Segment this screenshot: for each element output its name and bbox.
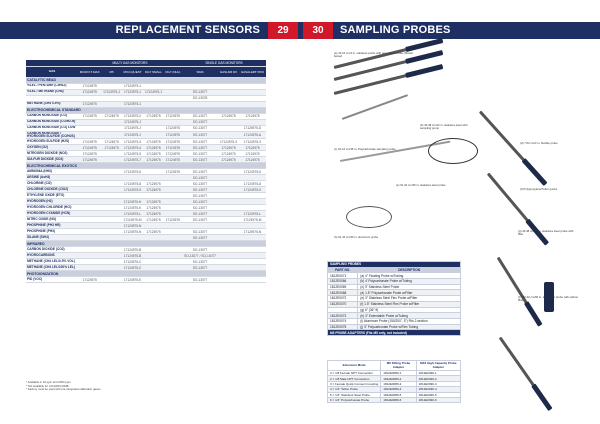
gas-name: HYDROGEN CHLORIDE (HCl): [26, 205, 78, 211]
part-number-cell: 17124975: [143, 199, 163, 205]
adapter-cell: 1812E0090-3: [416, 381, 460, 386]
single-gas-caption: SINGLE GAS MONITORS: [182, 60, 266, 66]
probe-image-c: [334, 65, 443, 95]
part-number-cell: 17124975-4: [122, 145, 143, 151]
part-number-cell: 17124975: [78, 101, 101, 107]
multi-gas-caption: MULTI GAS MONITORS: [78, 60, 182, 66]
part-number-cell: 17124975-8: [122, 181, 143, 187]
part-number: 1812E0066: [328, 279, 358, 285]
section-title: PHOTOIONIZATION: [26, 271, 266, 277]
probe-description: (h) 3" Extendable Probe w/Tubing: [358, 313, 461, 319]
gas-name: METHANE (CH4 LEL/100% LEL): [26, 265, 78, 271]
probe-note-i: (i) 152.40 cm/60 in. telescopic probe with carbon fiber: [518, 295, 579, 303]
probe-adapters-table: [327, 360, 461, 403]
part-number-cell: 17124975-D: [239, 125, 266, 131]
part-no-header: PART NO.: [328, 267, 358, 273]
part-number-cell: 17124975: [101, 145, 121, 151]
part-number-cell: 17124975: [78, 145, 101, 151]
part-number-cell: 17124975-6: [122, 169, 143, 175]
part-number-cell: 17124975-J: [122, 125, 143, 131]
probe-note-e: (e) 91.44 cm/36 in. stainless steel probe: [396, 183, 446, 187]
adapter-cell: 1812E0089-1: [381, 371, 416, 376]
part-number-cell: 17124975: [164, 151, 182, 157]
part-number-cell: [164, 277, 182, 283]
part-number-cell: 17124975: [78, 89, 101, 95]
gas-name: METHANE (CH4 0-5%): [26, 101, 78, 107]
footnote: * Available in 10 ppm and 2000 ppm: [26, 380, 71, 384]
probe-description: (g) 6" (36" ft): [358, 307, 461, 313]
gas-name: HYDROGEN SULFIDE (H2S): [26, 139, 78, 145]
gas-name: OXYGEN (O2): [26, 145, 78, 151]
part-number-cell: 17124975-M: [239, 217, 266, 223]
column-header: MX4 iQUEST: [122, 66, 143, 77]
gas-name: NITROGEN DIOXIDE (NO2): [26, 151, 78, 157]
gas-name: METHANE (CH4 LEL/0-5% VOL): [26, 259, 78, 265]
adapter-cell: 1812E0089-6: [381, 397, 416, 402]
part-number-cell: 17124975: [164, 157, 182, 163]
part-number-cell: 17124975-A: [239, 131, 266, 139]
left-page-number: 29: [268, 22, 298, 39]
part-number-cell: 17124975: [78, 277, 101, 283]
part-number-cell: 17124975-J: [122, 131, 143, 139]
probe-note-g: (g) 30.48 cm/12 in. stainless steel probe with filter: [518, 229, 574, 237]
part-number-cell: [143, 277, 163, 283]
table-row: [328, 397, 461, 402]
part-number-cell: 17124975-1: [122, 83, 143, 89]
part-number-cell: 17124975-1: [122, 89, 143, 95]
part-number-cell: 17124975: [164, 125, 182, 131]
part-number-cell: [101, 131, 121, 139]
sampling-probes-table: [327, 261, 461, 336]
right-page-title: SAMPLING PROBES: [340, 24, 451, 36]
gas-name: HYDROCARBONS: [26, 253, 78, 259]
part-number-cell: 17124975-1: [103, 90, 121, 94]
replacement-sensors-table: [26, 60, 266, 283]
part-number-cell: 17124975-3: [239, 139, 266, 145]
part-number-cell: 17124975: [78, 139, 101, 145]
gas-name: SULFUR DIOXIDE (SO2): [26, 157, 78, 163]
probe-description: (a) 4" Floating Probe w/Tubing: [358, 273, 461, 279]
part-number-cell: 17124975: [239, 113, 266, 119]
section-title: INFRARED: [26, 241, 266, 247]
part-number-cell: 17124975-L: [122, 211, 143, 217]
adapter-cell: 1812E0089-4: [381, 387, 416, 392]
part-number-cell: SO-13077: [182, 217, 218, 223]
part-number-cell: SO-13077: [182, 139, 218, 145]
part-number-cell: 17124975-N: [123, 229, 142, 234]
part-number-cell: SO-13077: [182, 119, 218, 125]
part-number-cell: 17124975-5: [122, 151, 143, 157]
column-header: DG7 SMALL: [143, 66, 163, 77]
part-number-cell: 17124975: [143, 187, 163, 193]
part-number-cell: 17124975: [164, 169, 182, 175]
adapter-cell: 1812E0089-2: [381, 376, 416, 381]
part-number-cell: SO-13077: [182, 145, 218, 151]
part-number-cell: 17124975: [143, 139, 163, 145]
probe-description: (d) 1.5" Polycarbonate Probe w/Filter: [358, 290, 461, 296]
probe-note-f: (f) Polypropylene/Teflon probe: [520, 187, 558, 191]
gas-name: NITRIC OXIDE (NO): [26, 217, 78, 223]
adapter-cell: 4 = 1/4" Teflon Probe: [328, 387, 381, 392]
part-number-cell: 17124975-C: [123, 265, 142, 270]
part-number-cell: 17124975-9: [122, 187, 143, 193]
part-number-cell: 17124975: [164, 131, 182, 139]
adapter-column-header: M5 Fitting Probe Adapter: [381, 361, 416, 371]
adapter-cell: 3 = Female Quick Connect Coupling: [328, 381, 381, 386]
adapter-column-header: Extension Mode: [328, 361, 381, 371]
part-number-cell: 17124975: [218, 151, 239, 157]
column-header: GASALERT PRO: [239, 66, 266, 77]
probe-image-i: [499, 337, 552, 411]
gas-name: CARBON MONOXIDE (CO): [26, 113, 78, 119]
table-row: [26, 277, 266, 283]
gas-name: %LEL / METHANE (CH4): [26, 89, 78, 95]
part-number-cell: SO-13077: [182, 181, 218, 187]
part-number-cell: 17124975-1: [144, 90, 163, 94]
footnote: * Not available for CO/H2S/COMB: [26, 383, 69, 388]
probe-description: (j) 3" Polycarbonate Probe w/Flex Tubing: [358, 324, 461, 330]
adapter-cell: 1812E0090-5: [416, 392, 460, 397]
part-number-cell: 17124975: [239, 151, 266, 157]
part-number-cell: 17124975: [143, 217, 163, 223]
gas-name: %LEL / PENTANE (C5H12): [26, 83, 78, 89]
part-number: 1812E0069: [328, 284, 358, 290]
column-header: DG7 (NHL): [164, 66, 182, 77]
part-number-cell: 17124975-E: [122, 277, 143, 283]
sampling-probes-caption: SAMPLING PROBES: [328, 262, 461, 268]
gas-name: ARSINE (AsH3): [26, 175, 78, 181]
part-number-cell: 17124975: [143, 229, 163, 235]
part-number-cell: 17124975-1: [122, 101, 143, 107]
section-title: ELECTROCHEMICAL STANDARD: [26, 107, 266, 113]
gas-name: PHOSPHINE (PH3 HR): [26, 223, 78, 229]
part-number-cell: SO-13077: [182, 259, 218, 265]
section-title: ELECTROCHEMICAL EXOTICS: [26, 163, 266, 169]
footnote: * Factory must be used with pre-integrated calibration gases: [26, 387, 101, 392]
part-number-cell: 17124975-9: [239, 187, 266, 193]
table-row: [26, 131, 266, 139]
probe-note-b: (b) 30.48 cm/12 in. stainless steel with sampling pump: [420, 123, 468, 131]
part-number-cell: 17124975: [78, 113, 101, 119]
part-number-cell: 17124975: [143, 157, 163, 163]
adapter-cell: 1812E0089-3: [381, 381, 416, 386]
part-number-cell: SO-13077: [182, 125, 218, 131]
probe-adapters-caption: M5 PROBE ADAPTERS (Fits M5 only, not included): [328, 330, 461, 336]
gas-name: CARBON MONOXIDE (CO/H2-N): [26, 119, 78, 125]
part-number-cell: 17124975-C: [123, 259, 142, 264]
part-number: 1812E0072: [328, 296, 358, 302]
part-number-cell: SO-13077: [182, 205, 218, 211]
part-number-cell: 17124975-3: [122, 139, 143, 145]
part-number: 1812E0073: [328, 313, 358, 319]
part-number-cell: SO-13077: [182, 113, 218, 119]
probe-description: (c) 3" Stainless Steel Probe: [358, 284, 461, 290]
adapter-column-header: MX4 High Capacity Probe Adapter: [416, 361, 460, 371]
part-number-cell: 17124975: [143, 181, 163, 187]
part-number-cell: 17124975: [143, 205, 163, 211]
column-header: MICRO 5 MAX: [78, 66, 101, 77]
part-number-cell: SO-13077: [182, 265, 218, 271]
adapter-cell: 3 = 1/8 Female NPT Connection: [328, 371, 381, 376]
probe-description: (e) 3" Stainless Steel Flex Probe w/Filter: [358, 296, 461, 302]
adapter-cell: 1812E0090-1: [416, 371, 460, 376]
table-footnotes: [26, 381, 100, 392]
probe-image-d: [342, 94, 408, 120]
part-number-cell: [218, 131, 239, 139]
gas-name: PHOSPHINE (PH3): [26, 229, 78, 235]
part-number-cell: 17124975: [239, 145, 266, 151]
part-number-cell: SO-13077: [182, 199, 218, 205]
probe-note-a: (a) 10.16 cm/4 in. stainless probe with one sorbent tube (Shown below): [334, 51, 414, 59]
probe-note-c: (c) 91.44 cm/36 in. Polycarbonate sampling probe: [334, 147, 396, 151]
part-number-cell: SO-13077 / SO-13077: [182, 253, 218, 259]
header-bar: [0, 22, 600, 39]
tubing-coil-image-2: [346, 206, 392, 228]
part-number-cell: SO-13077: [182, 211, 218, 217]
part-number-cell: 17124975-L: [239, 211, 266, 217]
probe-description: (f) 1.5" Stainless Steel Flex Probe w/Filter: [358, 301, 461, 307]
part-number-cell: 17124975: [218, 157, 239, 163]
gas-name: CARBON MONOXIDE (CO) LOW: [26, 125, 78, 131]
probe-description: (b) 4' Polycarbonate Probe w/Tubing: [358, 279, 461, 285]
gas-name: ETHYLENE OXIDE (ETO): [26, 193, 78, 199]
part-number-cell: 17124975-M: [123, 217, 142, 222]
part-number-cell: [78, 131, 101, 139]
part-number-cell: 17124975-B: [122, 247, 143, 253]
adapter-cell: 1812E0090-4: [416, 387, 460, 392]
gas-name: CARBON DIOXIDE (CO2): [26, 247, 78, 253]
part-number-cell: 17124975: [143, 113, 163, 119]
gas-name: CHLORINE (Cl2): [26, 181, 78, 187]
part-number-cell: 17124975: [218, 145, 239, 151]
part-number-cell: 17124975-B: [122, 253, 143, 259]
part-number-cell: 17124975-N: [123, 223, 142, 228]
gas-name: CARBON MONOXIDE / HYDROGEN SULFIDE (CO/H2S): [26, 131, 78, 139]
right-page-number: 30: [303, 22, 333, 39]
part-number-cell: 17124975: [78, 151, 101, 157]
part-number-cell: [218, 277, 239, 283]
column-header: SIM4: [182, 66, 218, 77]
gas-name: PID (VOC): [26, 277, 78, 283]
part-number-cell: 17124975-2: [122, 113, 143, 119]
part-number-cell: 17124975: [164, 145, 182, 151]
adapter-cell: 6 = 1/4" Polycarbonate Probe: [328, 397, 381, 402]
column-header: M5: [101, 66, 121, 77]
part-number-cell: 17124975: [164, 217, 182, 223]
part-number: 1812E0074: [328, 318, 358, 324]
part-number-cell: [143, 131, 163, 139]
part-number-cell: 17124975-6: [239, 169, 266, 175]
adapter-cell: 1812E0089-5: [381, 392, 416, 397]
part-number-cell: SO-13077: [182, 169, 218, 175]
part-number-cell: 17124975: [78, 83, 101, 89]
part-number-cell: 17124975: [218, 113, 239, 119]
part-number: 1812E0068: [328, 290, 358, 296]
part-number-cell: 17124975: [164, 139, 182, 145]
part-number-cell: 17124975: [143, 145, 163, 151]
left-page-title: REPLACEMENT SENSORS: [115, 24, 260, 36]
adapter-cell: 1812E0090-2: [416, 376, 460, 381]
part-number-cell: 17124975: [101, 139, 121, 145]
part-number-cell: 17124975: [101, 113, 121, 119]
part-number-cell: SO-13077: [182, 89, 218, 95]
gas-name: CHLORINE DIOXIDE (ClO2): [26, 187, 78, 193]
part-number-cell: 17124975-8: [239, 181, 266, 187]
part-number-cell: 17124975: [143, 211, 163, 217]
part-number-cell: SO-13078: [182, 95, 218, 101]
part-number-cell: 17124975: [143, 151, 163, 157]
part-number-cell: SO-13077: [182, 157, 218, 163]
gas-name: HYDROGEN CYANIDE (HCN): [26, 211, 78, 217]
part-number-cell: SO-13077: [182, 229, 218, 235]
gas-name: HYDROGEN (H2): [26, 199, 78, 205]
part-number-cell: SO-13077: [182, 235, 218, 241]
part-number-cell: 17124975-3: [219, 139, 238, 144]
part-number: 1812E0075: [328, 324, 358, 330]
part-number-cell: 17124975: [239, 157, 266, 163]
description-header: DESCRIPTION: [358, 267, 461, 273]
part-number: 1812E0071: [328, 273, 358, 279]
tubing-coil-image: [428, 138, 478, 164]
adapter-cell: 5 = 1/4" Stainless Steel Probe: [328, 392, 381, 397]
part-number-cell: 17124975: [78, 157, 101, 163]
part-number-cell: SO-13077: [182, 193, 218, 199]
part-number-cell: [239, 277, 266, 283]
part-number: 1812E0070: [328, 301, 358, 307]
part-number-cell: SO-13077: [182, 247, 218, 253]
part-number-cell: SO-13077: [182, 175, 218, 181]
part-number-cell: [101, 277, 121, 283]
column-header: GASLDR DX: [218, 66, 239, 77]
adapter-cell: 1812E0090-6: [416, 397, 460, 402]
column-header: GAS: [26, 66, 78, 77]
gas-name: AMMONIA (NH3): [26, 169, 78, 175]
part-number-cell: SO-13077: [182, 151, 218, 157]
part-number-cell: 17124975: [164, 113, 182, 119]
part-number-cell: SO-13077: [182, 277, 218, 283]
probe-note-d: (d) 7.62 cm/3 in. flexible probe: [520, 141, 558, 145]
part-number-cell: 17124975-H: [123, 199, 142, 204]
gas-name: SILANE (SiH4): [26, 235, 78, 241]
part-number-cell: 17124975-7: [122, 157, 143, 163]
probe-note-h: (h) 91.44 cm/36 in. aluminum probe: [334, 235, 379, 239]
probe-image-g: [497, 257, 542, 326]
part-number-cell: 17124975-J: [122, 119, 143, 125]
part-number-cell: 17124975-N: [239, 229, 266, 235]
part-number-cell: SO-13077: [182, 187, 218, 193]
part-number-cell: 17124975-K: [122, 205, 143, 211]
probe-description: (i) Aluminum Probe (150/200", 5") Fits 2-section: [358, 318, 461, 324]
section-title: CATALYTIC BEAD: [26, 77, 266, 83]
adapter-cell: 2 = 1/8 Male NPT Connection: [328, 376, 381, 381]
part-number-cell: SO-13077: [182, 131, 218, 139]
